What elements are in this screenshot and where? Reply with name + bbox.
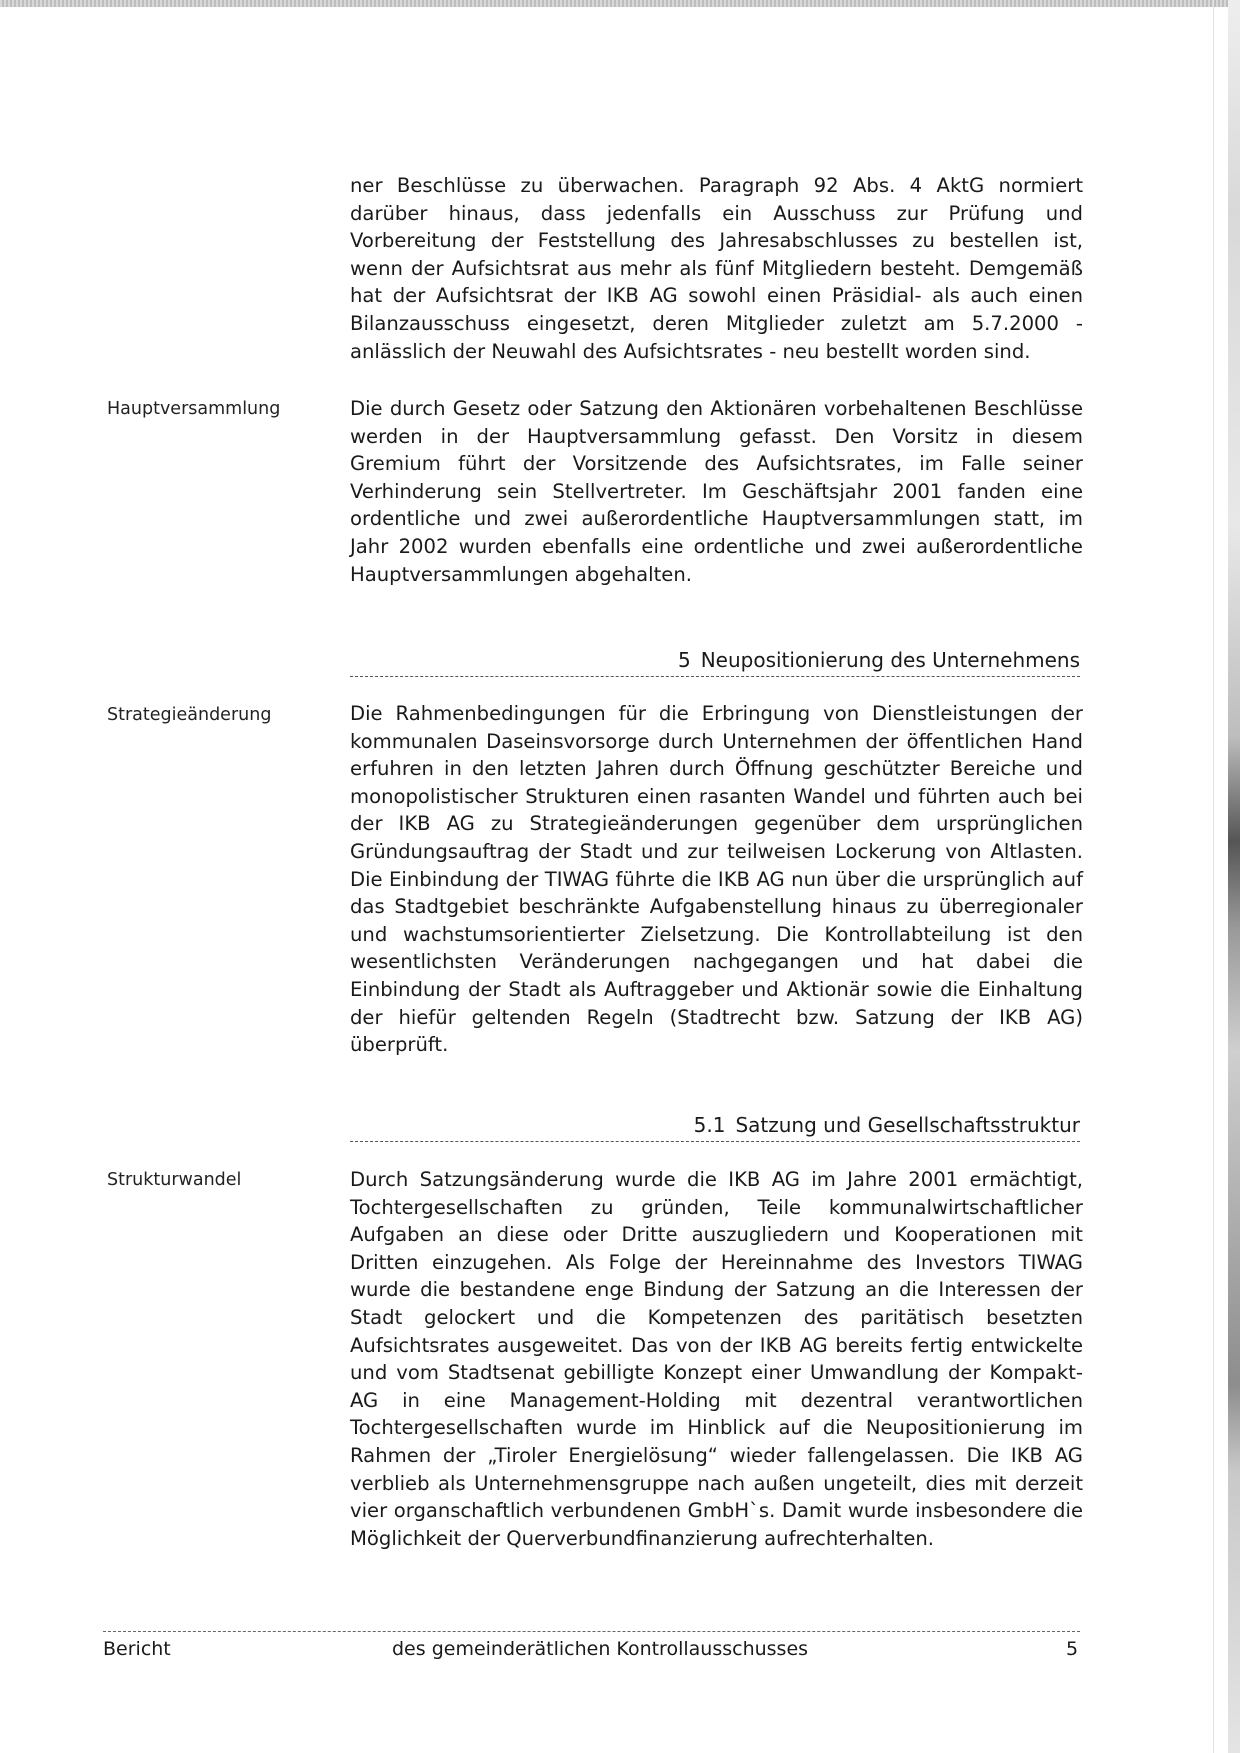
section-title: Neupositionierung des Unternehmens xyxy=(700,648,1080,672)
footer-center: des gemeinderätlichen Kontrollausschusses xyxy=(392,1638,809,1660)
paragraph-strategie: Die Rahmenbedingungen für die Erbringung von Dienstleistungen der kommunalen Daseinsvorsorge durch Unternehmen der öffentlichen Hand erfuhren in den letzten Jahren durch Öffnung geschützter Bereiche und monopolistischer Strukturen einen rasanten Wandel und führten auch bei der IKB AG zu Strategieänderungen gegenüber dem ursprünglichen Gründungsauftrag der Stadt und zur teilweisen Lockerung von Altlasten. Die Einbindung der TIWAG führte die IKB AG nun über die ursprünglich auf das Stadtgebiet beschränkte Aufgabenstellung hinaus zu überregionaler und wachstumsorientierter Zielsetzung. Die Kontrollabteilung ist den wesentlichsten Veränderungen nachgegangen und hat dabei die Einbindung der Stadt als Auftraggeber und Aktionär sowie die Einhaltung der hiefür geltenden Regeln (Stadtrecht bzw. Satzung der IKB AG) überprüft. xyxy=(350,702,1083,1057)
margin-note-hauptversammlung: Hauptversammlung xyxy=(107,399,281,419)
scan-edge-line xyxy=(1213,0,1214,1753)
section-title: Satzung und Gesellschaftsstruktur xyxy=(735,1113,1080,1137)
page-number: 5 xyxy=(1066,1638,1079,1660)
section-heading-5 xyxy=(350,646,1080,677)
scan-edge-right xyxy=(1228,0,1240,1753)
scan-edge-top xyxy=(0,0,1240,7)
section-heading-5-1 xyxy=(350,1111,1080,1142)
paragraph-struktur: Durch Satzungsänderung wurde die IKB AG im Jahre 2001 ermächtigt, Tochtergesellschaften zu gründen, Teile kommunalwirtschaftlicher Aufgaben an diese oder Dritte auszugliedern und Kooperationen mit Dritten einzugehen. Als Folge der Hereinnahme des Investors TIWAG wurde die bestandene enge Bindung der Satzung an die Interessen der Stadt gelockert und die Kompetenzen des paritätisch besetzten Aufsichtsrates ausgeweitet. Das von der IKB AG bereits fertig entwickelte und vom Stadtsenat gebilligte Konzept einer Umwandlung der Kompakt-AG in eine Management-Holding mit dezentral verantwortlichen Tochtergesellschaften wurde im Hinblick auf die Neupositionierung im Rahmen der „Tiroler Energielösung“ wieder fallengelassen. Die IKB AG verblieb als Unternehmensgruppe nach außen ungeteilt, dies mit derzeit vier organschaftlich verbundenen GmbH`s. Damit wurde insbesondere die Möglichkeit der Querverbundfinanzierung aufrechterhalten. xyxy=(350,1168,1083,1550)
footer-left: Bericht xyxy=(103,1638,171,1660)
footer-divider xyxy=(103,1631,1080,1632)
paragraph-hauptversammlung: Die durch Gesetz oder Satzung den Aktionären vorbehaltenen Beschlüsse werden in der Hauptversammlung gefasst. Den Vorsitz in diesem Gremium führt der Vorsitzende des Aufsichtsrates, im Falle seiner Verhinderung sein Stellvertreter. Im Geschäftsjahr 2001 fanden eine ordentliche und zwei außerordentliche Hauptversammlungen statt, im Jahr 2002 wurden ebenfalls eine ordentliche und zwei außerordentliche Hauptversammlungen abgehalten. xyxy=(350,397,1083,586)
section-number: 5 xyxy=(677,648,691,672)
margin-note-strategie: Strategieänderung xyxy=(107,705,272,725)
margin-note-struktur: Strukturwandel xyxy=(107,1170,242,1190)
section-number: 5.1 xyxy=(693,1113,726,1137)
paragraph-intro: ner Beschlüsse zu überwachen. Paragraph 92 Abs. 4 AktG normiert darüber hinaus, dass jedenfalls ein Ausschuss zur Prüfung und Vorbereitung der Feststellung des Jahresabschlusses zu bestellen ist, wenn der Aufsichtsrat aus mehr als fünf Mitgliedern besteht. Demgemäß hat der Aufsichtsrat der IKB AG sowohl einen Präsidial- als auch einen Bilanzausschuss eingesetzt, deren Mitglieder zuletzt am 5.7.2000 - anlässlich der Neuwahl des Aufsichtsrates - neu bestellt worden sind. xyxy=(350,174,1083,363)
